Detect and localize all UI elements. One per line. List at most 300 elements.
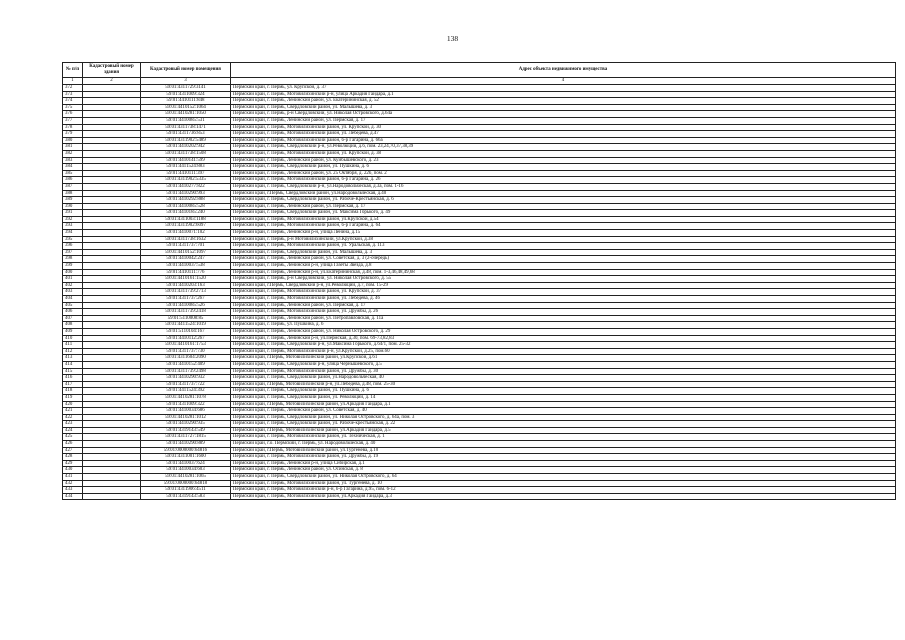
address-cell: Пермский край, г. Пермь, Свердловский район, ул. Малышева, д. 3 — [231, 104, 896, 111]
building-cadastral-cell — [83, 467, 141, 474]
row-number: 397 — [63, 249, 83, 256]
room-cadastral-cell: 59:01:0000000:64816 — [141, 447, 231, 454]
table-row — [63, 183, 896, 190]
address-cell: Пермский край, г. Пермь, Ленинский район, ул. Пермская, д. 17 — [231, 302, 896, 309]
address-cell: Пермский край, г. Пермь, ул. Крупской, д. 37 — [231, 85, 896, 92]
building-cadastral-cell — [83, 164, 141, 171]
table-row — [63, 434, 896, 441]
row-number: 373 — [63, 91, 83, 98]
row-number: 372 — [63, 85, 83, 92]
address-cell: Пермский край, г. Пермь, Мотовилихинский район, ул. Лебедева, д.47 — [231, 131, 896, 138]
row-number: 379 — [63, 131, 83, 138]
room-cadastral-cell: 59:01:4311737:730 — [141, 348, 231, 355]
room-cadastral-cell: 59:01:4311738:1471 — [141, 124, 231, 131]
building-cadastral-cell — [83, 441, 141, 448]
table-row — [63, 276, 896, 283]
building-cadastral-cell — [83, 342, 141, 349]
building-cadastral-cell — [83, 124, 141, 131]
row-number: 381 — [63, 144, 83, 151]
address-cell: Пермский край, г. Пермь, Свердловский район, ул. Николая Островского, д. 64а, пом. 3 — [231, 414, 896, 421]
row-number: 432 — [63, 480, 83, 487]
table-row — [63, 117, 896, 124]
table-row — [63, 249, 896, 256]
table-row — [63, 375, 896, 382]
table-row — [63, 256, 896, 263]
room-cadastral-cell: 59:01:4410085:531 — [141, 117, 231, 124]
row-number: 433 — [63, 487, 83, 494]
row-number: 407 — [63, 315, 83, 322]
room-cadastral-cell: 59:01:4311902:5489 — [141, 137, 231, 144]
address-cell: Пермский край, г. Пермь, Мотовилихинский район, ул.Аркадия Гайдара, д.3 — [231, 493, 896, 500]
room-cadastral-cell: 59:01:4410071:102 — [141, 230, 231, 237]
row-number: 402 — [63, 282, 83, 289]
header-num: № п/п — [63, 63, 83, 78]
room-cadastral-cell: 59:01:4311902:6097 — [141, 223, 231, 230]
room-cadastral-cell: 59:01:4411524:883 — [141, 164, 231, 171]
room-cadastral-cell: 59:01:4311737:722 — [141, 381, 231, 388]
room-cadastral-cell: 59:01:4311604:2090 — [141, 355, 231, 362]
room-cadastral-cell: 59:01:4410034:603 — [141, 467, 231, 474]
room-cadastral-cell: 59:01:4311001:1600 — [141, 454, 231, 461]
table-row — [63, 157, 896, 164]
row-number: 395 — [63, 236, 83, 243]
address-cell: Пермский край, г. Пермь, Мотовилихинский район, б-р Гагарина, д. 26 — [231, 177, 896, 184]
room-cadastral-cell: 59:01:4410085:526 — [141, 302, 231, 309]
row-number: 425 — [63, 434, 83, 441]
table-row — [63, 493, 896, 500]
row-number: 421 — [63, 408, 83, 415]
building-cadastral-cell — [83, 487, 141, 494]
row-number: 424 — [63, 427, 83, 434]
table-row — [63, 144, 896, 151]
address-cell: Пермский край, г. Пермь, Ленинский р-н, ул.Пермская, д.30, пом. 69-73,82,83 — [231, 335, 896, 342]
row-number: 411 — [63, 342, 83, 349]
address-cell: Пермский край, г. Пермь, Ленинский район, ул. Екатерининская, д. 52 — [231, 98, 896, 105]
table-row — [63, 414, 896, 421]
address-cell: Пермский край, г. Пермь, Мотовилихинский район, ул. Крупской, д. 30 — [231, 124, 896, 131]
table-row — [63, 388, 896, 395]
address-cell: Пермский край, г. Пермь, р-н Свердловский, ул. Николая Островского, д.64а — [231, 111, 896, 118]
table-row — [63, 454, 896, 461]
table-header-row — [63, 63, 896, 78]
row-number: 392 — [63, 216, 83, 223]
address-cell: Пермский край, г.Пермь, Мотовилихинский район, ул.Аркадия Гайдара, д.1 — [231, 401, 896, 408]
building-cadastral-cell — [83, 388, 141, 395]
table-body — [63, 85, 896, 500]
room-cadastral-cell: 59:01:4311727:1815 — [141, 434, 231, 441]
address-cell: Пермский край, г. Пермь, Свердловский район, ул. Революции, д. 14 — [231, 394, 896, 401]
building-cadastral-cell — [83, 394, 141, 401]
address-cell: Пермский край, г. Пермь, Свердловский район, ул. Максима Горького, д. 49 — [231, 210, 896, 217]
table-row — [63, 361, 896, 368]
row-number: 409 — [63, 328, 83, 335]
table-row — [63, 328, 896, 335]
address-cell: Пермский край, г.Пермь, Мотовилихинский район, ул.Тургенева, д.10 — [231, 447, 896, 454]
address-cell: Пермский край, г. Пермь, Ленинский район, ул. Пермская, д. 17 — [231, 117, 896, 124]
building-cadastral-cell — [83, 480, 141, 487]
building-cadastral-cell — [83, 315, 141, 322]
table-row — [63, 137, 896, 144]
row-number: 389 — [63, 197, 83, 204]
row-number: 383 — [63, 157, 83, 164]
page-number: 138 — [446, 34, 459, 43]
row-number: 413 — [63, 355, 83, 362]
room-cadastral-cell: 59:01:4319143:549 — [141, 427, 231, 434]
address-cell: Пермский край, г. Пермь, Ленинский р-н, ул.Екатерининская, д.48, пом. 1-3,46,48,49,68 — [231, 269, 896, 276]
building-cadastral-cell — [83, 98, 141, 105]
building-cadastral-cell — [83, 170, 141, 177]
building-cadastral-cell — [83, 375, 141, 382]
building-cadastral-cell — [83, 144, 141, 151]
table-row — [63, 190, 896, 197]
room-cadastral-cell: 59:01:4311738:1632 — [141, 236, 231, 243]
address-cell: Пермский край, г. Пермь, Мотовилихинский р-н, улица Аркадия Гайдара, д.1 — [231, 91, 896, 98]
table-row — [63, 111, 896, 118]
table-row — [63, 164, 896, 171]
address-cell: Пермский край, г. Пермь, Мотовилихинский район, ул. Крупской, д. 37 — [231, 289, 896, 296]
building-cadastral-cell — [83, 447, 141, 454]
table-row — [63, 460, 896, 467]
room-cadastral-cell: 59:01:4311737:267 — [141, 296, 231, 303]
building-cadastral-cell — [83, 203, 141, 210]
room-cadastral-cell: 59:01:4319143:583 — [141, 493, 231, 500]
building-cadastral-cell — [83, 249, 141, 256]
room-cadastral-cell: 59:01:4311736:853 — [141, 131, 231, 138]
building-cadastral-cell — [83, 414, 141, 421]
table-row — [63, 216, 896, 223]
table-row — [63, 230, 896, 237]
room-cadastral-cell: 59:01:4410085:528 — [141, 203, 231, 210]
room-cadastral-cell: 59:01:4311009:324 — [141, 91, 231, 98]
table-row — [63, 269, 896, 276]
row-number: 384 — [63, 164, 83, 171]
address-cell: Пермский край, г. Пермь, Мотовилихинский район, ул. Дружбы, д. 19 — [231, 454, 896, 461]
room-cadastral-cell: 59:01:4311003:1188 — [141, 216, 231, 223]
row-number: 400 — [63, 269, 83, 276]
table-row — [63, 309, 896, 316]
table-row — [63, 203, 896, 210]
row-number: 429 — [63, 460, 83, 467]
address-cell: Пермский край, г. Пермь, Мотовилихинский район, ул. Тургенева, д. 10 — [231, 480, 896, 487]
building-cadastral-cell — [83, 117, 141, 124]
room-cadastral-cell: 59:01:4411524:392 — [141, 388, 231, 395]
row-number: 414 — [63, 361, 83, 368]
building-cadastral-cell — [83, 104, 141, 111]
row-number: 399 — [63, 263, 83, 270]
building-cadastral-cell — [83, 421, 141, 428]
address-cell: Пермский край, г. Пермь, Ленинский район, ул. 25 Октября, д. 22б, пом. 2 — [231, 170, 896, 177]
table-row — [63, 447, 896, 454]
table-row — [63, 91, 896, 98]
row-number: 387 — [63, 183, 83, 190]
room-cadastral-cell: 59:01:4410161:1753 — [141, 342, 231, 349]
address-cell: Пермский край, г. Пермь, Свердловский р-н, улица Чернышевского, д.5 — [231, 361, 896, 368]
address-cell: Пермский край, г. Пермь, Мотовилихинский район, ул. Лебедева, д. 46 — [231, 296, 896, 303]
row-number: 396 — [63, 243, 83, 250]
address-cell: Пермский край, г. Пермь, Свердловский район, ул. Пушкина, д. 6 — [231, 388, 896, 395]
building-cadastral-cell — [83, 256, 141, 263]
table-row — [63, 480, 896, 487]
room-cadastral-cell: 59:01:4410161:1520 — [141, 276, 231, 283]
row-number: 419 — [63, 394, 83, 401]
row-number: 391 — [63, 210, 83, 217]
row-number: 403 — [63, 289, 83, 296]
row-number: 417 — [63, 381, 83, 388]
address-cell: Пермский край, г. Пермь, Мотовилихинский район, б-р Гагарина, д. 64 — [231, 223, 896, 230]
address-cell: Пермский край, г. Пермь, Свердловский район, ул. Малышева, д. 3 — [231, 249, 896, 256]
column-number: 3 — [141, 78, 231, 85]
address-cell: Пермский край, г. Пермь, Ленинский район, ул. Советская, д. 40 — [231, 408, 896, 415]
room-cadastral-cell: 59:01:4410281:1078 — [141, 394, 231, 401]
table-row — [63, 335, 896, 342]
room-cadastral-cell: 59:01:4410277:822 — [141, 183, 231, 190]
row-number: 385 — [63, 170, 83, 177]
table-row — [63, 289, 896, 296]
address-cell: Пермский край, г. Пермь, Свердловский район, ул. Рабоче-Крестьянская, д. 6 — [231, 197, 896, 204]
address-cell: Пермский край, г. Пермь, Ленинский район, ул. Осинская, д. 8 — [231, 467, 896, 474]
row-number: 405 — [63, 302, 83, 309]
column-number: 2 — [83, 78, 141, 85]
building-cadastral-cell — [83, 269, 141, 276]
address-cell: Пермский край, г. Пермь, р-н Мотовилихинский, ул.Крупской, д.38 — [231, 236, 896, 243]
room-cadastral-cell: 59:01:4411524:1019 — [141, 322, 231, 329]
address-cell: Пермский край, г. Пермь, Ленинский р-н, улица Газеты Звезда, д.8 — [231, 263, 896, 270]
room-cadastral-cell: 59:01:4410281:1065 — [141, 474, 231, 481]
building-cadastral-cell — [83, 85, 141, 92]
row-number: 427 — [63, 447, 83, 454]
row-number: 386 — [63, 177, 83, 184]
building-cadastral-cell — [83, 401, 141, 408]
address-cell: Пермский край, г. Пермь, Мотовилихинский район, ул.Крупской, д.54 — [231, 216, 896, 223]
table-row — [63, 131, 896, 138]
table-row — [63, 474, 896, 481]
room-cadastral-cell: 59:01:4410290:932 — [141, 375, 231, 382]
row-number: 428 — [63, 454, 83, 461]
table-row — [63, 441, 896, 448]
address-cell: Пермский край, г. Пермь, Ленинский район, ул. Пермская, д. 17 — [231, 203, 896, 210]
table-row — [63, 150, 896, 157]
row-number: 382 — [63, 150, 83, 157]
room-cadastral-cell: 59:01:4410290:993 — [141, 190, 231, 197]
row-number: 388 — [63, 190, 83, 197]
header-address: Адрес объекта недвижимого имущества — [231, 63, 896, 78]
row-number: 375 — [63, 104, 83, 111]
building-cadastral-cell — [83, 263, 141, 270]
building-cadastral-cell — [83, 177, 141, 184]
building-cadastral-cell — [83, 454, 141, 461]
row-number: 398 — [63, 256, 83, 263]
building-cadastral-cell — [83, 111, 141, 118]
registry-table — [62, 62, 896, 500]
table-row — [63, 85, 896, 92]
room-cadastral-cell: 59:01:4410281:1012 — [141, 414, 231, 421]
table-row — [63, 401, 896, 408]
room-cadastral-cell: 59:01:4311739:2498 — [141, 368, 231, 375]
table-row — [63, 98, 896, 105]
table-row — [63, 282, 896, 289]
row-number: 431 — [63, 474, 83, 481]
building-cadastral-cell — [83, 368, 141, 375]
row-number: 374 — [63, 98, 83, 105]
building-cadastral-cell — [83, 210, 141, 217]
building-cadastral-cell — [83, 150, 141, 157]
room-cadastral-cell: 59:01:0000000:64818 — [141, 480, 231, 487]
row-number: 377 — [63, 117, 83, 124]
address-cell: Пермский край, г. Пермь, р-н Свердловский, ул. Николая Островского, д. 55 — [231, 276, 896, 283]
building-cadastral-cell — [83, 183, 141, 190]
address-cell: Пермский край, г.Пермь, Свердловский район, ул.Народовольческая, д.40 — [231, 190, 896, 197]
address-cell: Пермский край, г. Пермь, Свердловский район, ул. Николая Островского, д. 64 — [231, 474, 896, 481]
address-cell: Пермский край, г.Пермь, Мотовилихинский р-н, ул.Лебедева, д.48, пом. 25-30 — [231, 381, 896, 388]
building-cadastral-cell — [83, 296, 141, 303]
room-cadastral-cell: 59:01:5110008:85 — [141, 315, 231, 322]
room-cadastral-cell: 59:01:4410152:409 — [141, 361, 231, 368]
address-cell: Пермский край, г. Пермь, Ленинский район, ул. Куйбышевского, д. 23 — [231, 157, 896, 164]
header-room-cadastral: Кадастровый номер помещения — [141, 63, 231, 78]
room-cadastral-cell: 59:01:4410152:1097 — [141, 249, 231, 256]
room-cadastral-cell: 59:01:4410111:776 — [141, 269, 231, 276]
building-cadastral-cell — [83, 282, 141, 289]
address-cell: Пермский край, г.Пермь, Свердловский р-н, ул.Революции, д.7, пом. 15-29 — [231, 282, 896, 289]
address-cell: Пермский край, г.Пермь, Мотовилихинский район, ул.Аркадия Гайдара, д.5 — [231, 427, 896, 434]
building-cadastral-cell — [83, 322, 141, 329]
row-number: 404 — [63, 296, 83, 303]
row-number: 406 — [63, 309, 83, 316]
row-number: 376 — [63, 111, 83, 118]
room-cadastral-cell: 59:01:5110104:167 — [141, 328, 231, 335]
table-row — [63, 223, 896, 230]
building-cadastral-cell — [83, 131, 141, 138]
room-cadastral-cell: 59:01:4311906:4511 — [141, 487, 231, 494]
building-cadastral-cell — [83, 230, 141, 237]
building-cadastral-cell — [83, 493, 141, 500]
table-row — [63, 381, 896, 388]
address-cell: Пермский край, г. Пермь, Мотовилихинский р-н, ул.Крупской, д.25, пом.60 — [231, 348, 896, 355]
table-row — [63, 408, 896, 415]
building-cadastral-cell — [83, 355, 141, 362]
building-cadastral-cell — [83, 91, 141, 98]
address-cell: Пермский край, г. Пермь, Мотовилихинский район, б-р Гагарина, д. 66а — [231, 137, 896, 144]
building-cadastral-cell — [83, 434, 141, 441]
row-number: 434 — [63, 493, 83, 500]
row-number: 416 — [63, 375, 83, 382]
table-row — [63, 368, 896, 375]
row-number: 415 — [63, 368, 83, 375]
room-cadastral-cell: 59:01:4410112:267 — [141, 335, 231, 342]
row-number: 426 — [63, 441, 83, 448]
address-cell: Пермский край, г.о. Пермский, г. Пермь, ул. Народовольческая, д. 40 — [231, 441, 896, 448]
table-row — [63, 427, 896, 434]
room-cadastral-cell: 59:01:4311739:2713 — [141, 289, 231, 296]
building-cadastral-cell — [83, 236, 141, 243]
address-cell: Пермский край, г. Пермь, Свердловский район, ул. Рабоче-крестьянская, д. 22 — [231, 421, 896, 428]
table-row — [63, 302, 896, 309]
row-number: 412 — [63, 348, 83, 355]
address-cell: Пермский край, г. Пермь, Мотовилихинский район, ул. Дружбы, д. 26 — [231, 309, 896, 316]
building-cadastral-cell — [83, 335, 141, 342]
table-row — [63, 296, 896, 303]
address-cell: Пермский край, г. Пермь, Свердловский р-н, ул.Народовольческая, д.3а, пом. 1-16 — [231, 183, 896, 190]
building-cadastral-cell — [83, 474, 141, 481]
table-row — [63, 177, 896, 184]
row-number: 408 — [63, 322, 83, 329]
room-cadastral-cell: 59:01:4410034:686 — [141, 408, 231, 415]
column-number: 4 — [231, 78, 896, 85]
room-cadastral-cell: 59:01:4410292:888 — [141, 197, 231, 204]
building-cadastral-cell — [83, 361, 141, 368]
table-row — [63, 315, 896, 322]
header-building-cadastral: Кадастровый номер здания — [83, 63, 141, 78]
table-row — [63, 210, 896, 217]
room-cadastral-cell: 59:01:4410141:599 — [141, 157, 231, 164]
table-row — [63, 394, 896, 401]
table-row — [63, 236, 896, 243]
address-cell: Пермский край, г. Пермь, Мотовилихинский район, ул. Крупской, д. 38 — [231, 150, 896, 157]
building-cadastral-cell — [83, 302, 141, 309]
table-row — [63, 197, 896, 204]
address-cell: Пермский край, г. Пермь, Свердловский р-н, ул.Революции, д.6, пом. 23,24,70,37,38,39 — [231, 144, 896, 151]
building-cadastral-cell — [83, 427, 141, 434]
building-cadastral-cell — [83, 216, 141, 223]
building-cadastral-cell — [83, 328, 141, 335]
room-cadastral-cell: 59:01:4410290:889 — [141, 441, 231, 448]
row-number: 430 — [63, 467, 83, 474]
room-cadastral-cell: 59:01:4410203:163 — [141, 282, 231, 289]
building-cadastral-cell — [83, 190, 141, 197]
room-cadastral-cell: 59:01:4311902:5335 — [141, 177, 231, 184]
address-cell: Пермский край, г. Пермь, Ленинский р-н, улица Сибирская, д.1 — [231, 460, 896, 467]
room-cadastral-cell: 59:01:4311737:701 — [141, 243, 231, 250]
row-number: 410 — [63, 335, 83, 342]
room-cadastral-cell: 59:01:4410202:942 — [141, 144, 231, 151]
building-cadastral-cell — [83, 197, 141, 204]
address-cell: Пермский край, г. Пермь, Свердловский р-н, ул.Максима Горького, д.64/1, пом. 25-32 — [231, 342, 896, 349]
address-cell: Пермский край, г. Пермь, Мотовилихинский район, ул. Техническая, д. 1 — [231, 434, 896, 441]
room-cadastral-cell: 59:01:4410281:1050 — [141, 111, 231, 118]
room-cadastral-cell: 59:01:4410037:624 — [141, 460, 231, 467]
table-row — [63, 348, 896, 355]
room-cadastral-cell: 59:01:4311739:2418 — [141, 309, 231, 316]
address-cell: Пермский край, г. Пермь, ул. Пушкина, д. 6 — [231, 322, 896, 329]
column-number: 1 — [63, 78, 83, 85]
building-cadastral-cell — [83, 137, 141, 144]
table-row — [63, 170, 896, 177]
building-cadastral-cell — [83, 309, 141, 316]
address-cell: Пермский край, г. Пермь, Ленинский район, ул. Николая Островского, д. 29 — [231, 328, 896, 335]
table-row — [63, 342, 896, 349]
table-row — [63, 421, 896, 428]
row-number: 394 — [63, 230, 83, 237]
room-cadastral-cell: 59:01:4410111:397 — [141, 170, 231, 177]
building-cadastral-cell — [83, 408, 141, 415]
building-cadastral-cell — [83, 223, 141, 230]
building-cadastral-cell — [83, 289, 141, 296]
row-number: 401 — [63, 276, 83, 283]
room-cadastral-cell: 59:01:4410042:247 — [141, 256, 231, 263]
address-cell: Пермский край, г.Пермь, Мотовилихинский район, ул.Крупской, д.61 — [231, 355, 896, 362]
table-row — [63, 263, 896, 270]
room-cadastral-cell: 59:01:4410111:848 — [141, 98, 231, 105]
row-number: 423 — [63, 421, 83, 428]
room-cadastral-cell: 59:01:4410290:935 — [141, 421, 231, 428]
row-number: 390 — [63, 203, 83, 210]
row-number: 378 — [63, 124, 83, 131]
room-cadastral-cell: 59:01:4410185:240 — [141, 210, 231, 217]
address-cell: Пермский край, г. Пермь, Ленинский р-н, улица Ленина, д.15 — [231, 230, 896, 237]
row-number: 393 — [63, 223, 83, 230]
room-cadastral-cell: 59:01:4311729:3141 — [141, 85, 231, 92]
table-column-numbers-row — [63, 78, 896, 85]
